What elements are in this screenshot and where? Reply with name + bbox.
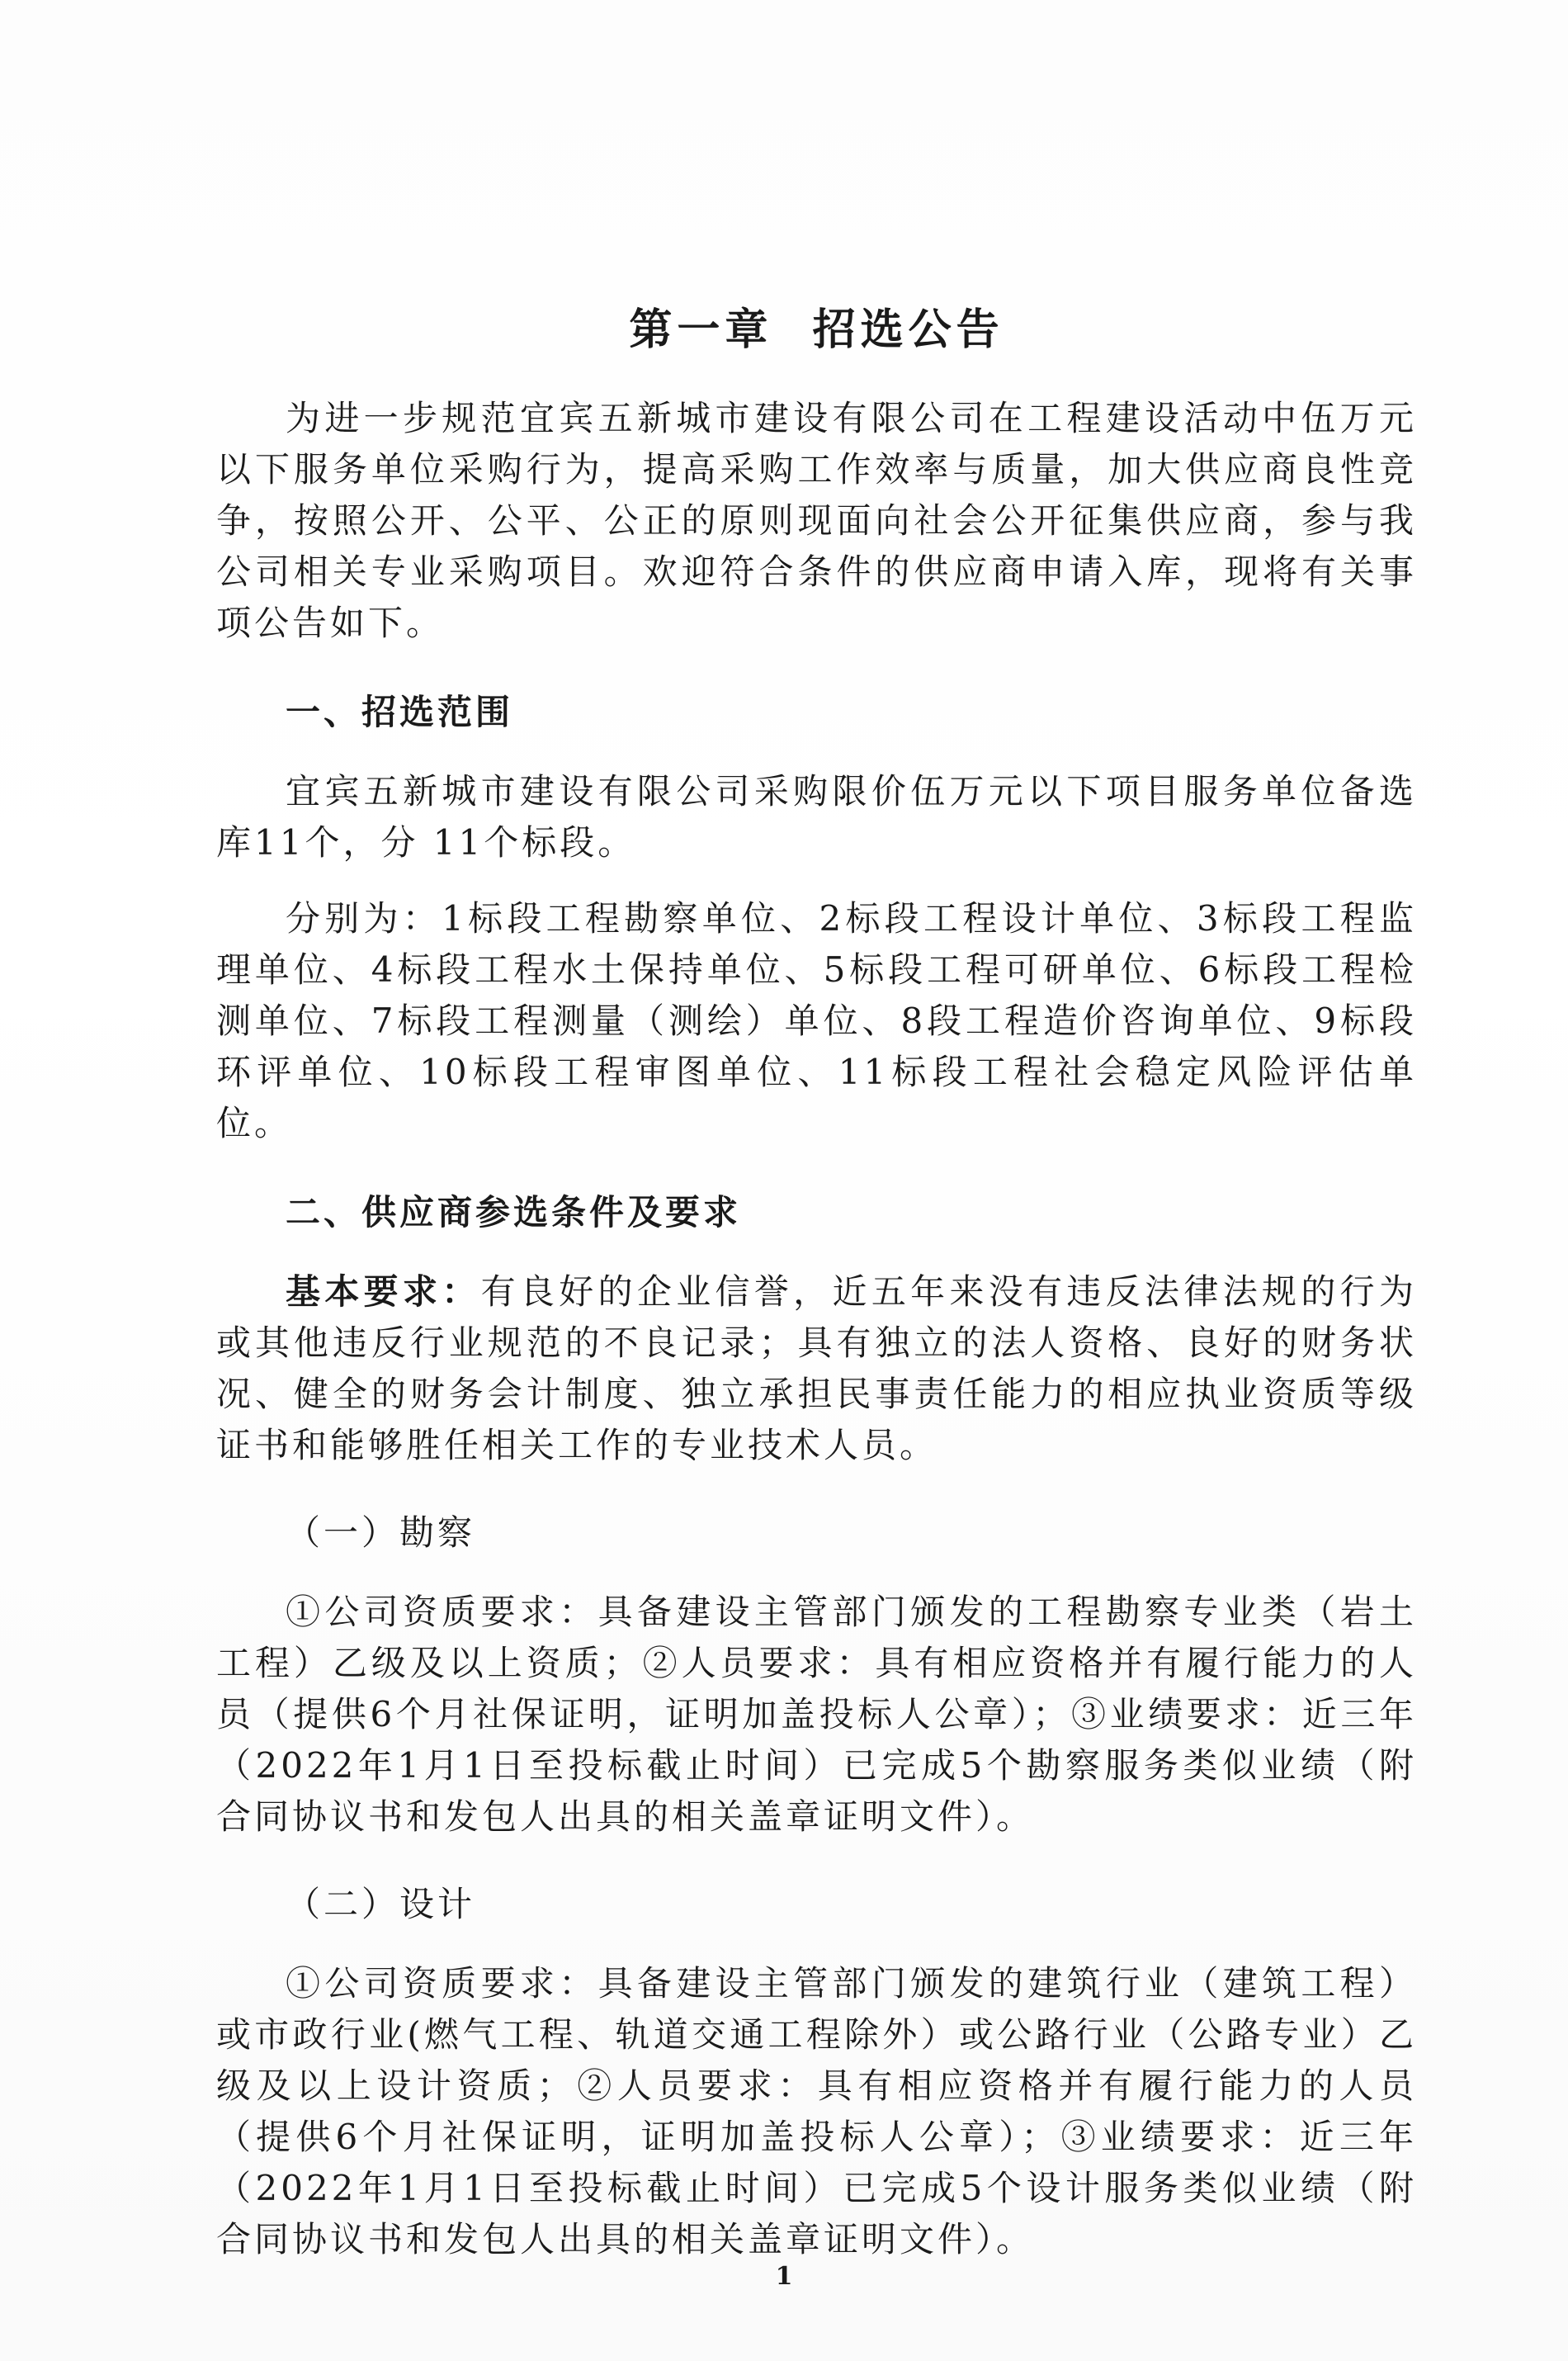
section-heading-scope: 一、招选范围 (286, 692, 514, 732)
basic-requirements-label: 基本要求： (286, 1271, 481, 1312)
intro-paragraph: 为进一步规范宜宾五新城市建设有限公司在工程建设活动中伍万元以下服务单位采购行为，提高采购工作效率与质量，加大供应商良性竞争，按照公开、公平、公正的原则现面向社会公开征集供应商，参与我公司相关专业采购项目。欢迎符合条件的供应商申请入库，现将有关事项公告如下。 (216, 398, 1417, 643)
sub-heading-design: （二）设计 (286, 1884, 476, 1924)
basic-requirements-text: 有良好的企业信誉，近五年来没有违反法律法规的行为或其他违反行业规范的不良记录；具有独立的法人资格、良好的财务状况、健全的财务会计制度、独立承担民事责任能力的相应执业资质等级证书和能够胜任相关工作的专业技术人员。 (216, 1271, 1417, 1465)
scope-paragraph: 宜宾五新城市建设有限公司采购限价伍万元以下项目服务单位备选库11个，分 11个标段。 (216, 771, 1417, 863)
survey-paragraph: ①公司资质要求：具备建设主管部门颁发的工程勘察专业类（岩土工程）乙级及以上资质；②人员要求：具有相应资格并有履行能力的人员（提供6个月社保证明，证明加盖投标人公章）；③业绩要求：近三年（2022年1月1日至投标截止时间）已完成5个勘察服务类似业绩（附合同协议书和发包人出具的相关盖章证明文件）。 (216, 1592, 1417, 1837)
section-heading-requirements: 二、供应商参选条件及要求 (286, 1192, 742, 1233)
document-body (216, 297, 1417, 2265)
design-paragraph: ①公司资质要求：具备建设主管部门颁发的建筑行业（建筑工程）或市政行业(燃气工程、轨道交通工程除外）或公路行业（公路专业）乙级及以上设计资质；②人员要求：具有相应资格并有履行能力的人员（提供6个月社保证明，证明加盖投标人公章）；③业绩要求：近三年（2022年1月1日至投标截止时间）已完成5个设计服务类似业绩（附合同协议书和发包人出具的相关盖章证明文件）。 (216, 1963, 1417, 2259)
sub-heading-survey: （一）勘察 (286, 1512, 476, 1553)
lots-paragraph: 分别为：1标段工程勘察单位、2标段工程设计单位、3标段工程监理单位、4标段工程水土保持单位、5标段工程可研单位、6标段工程检测单位、7标段工程测量（测绘）单位、8段工程造价咨询单位、9标段环评单位、10标段工程审图单位、11标段工程社会稳定风险评估单位。 (216, 898, 1417, 1143)
page-number: 1 (775, 2262, 793, 2291)
basic-requirements-paragraph (216, 1266, 1417, 1471)
chapter-title: 第一章 招选公告 (629, 305, 1004, 355)
